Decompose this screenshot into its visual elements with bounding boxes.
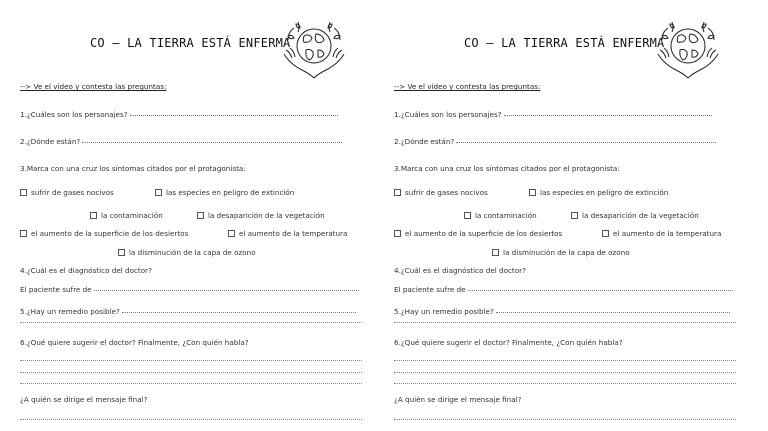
option-contaminacion[interactable]: la contaminación <box>90 211 163 220</box>
answer-line[interactable] <box>20 322 362 323</box>
option-gases[interactable]: sufrir de gases nocivos <box>394 188 488 197</box>
question-5 <box>20 307 356 316</box>
answer-line[interactable] <box>20 383 362 384</box>
question-3-label: 3.Marca con una cruz los síntomas citados por el protagonista: <box>394 164 620 173</box>
option-ozono[interactable]: la disminución de la capa de ozono <box>492 248 630 257</box>
page-title: CO – LA TIERRA ESTÁ ENFERMA <box>464 36 665 50</box>
earth-in-hands-icon <box>276 14 352 86</box>
question-1-label: 1.¿Cuáles son los personajes? <box>20 110 128 119</box>
option-contaminacion[interactable]: la contaminación <box>464 211 537 220</box>
checkbox[interactable] <box>20 189 27 196</box>
checkbox[interactable] <box>394 189 401 196</box>
option-temperatura[interactable]: el aumento de la temperatura <box>602 229 721 238</box>
answer-line[interactable] <box>394 372 736 373</box>
question-1 <box>394 110 712 119</box>
question-2-label: 2.¿Dónde están? <box>394 137 455 146</box>
checkbox[interactable] <box>529 189 536 196</box>
answer-line[interactable] <box>82 141 342 143</box>
option-vegetacion[interactable]: la desaparición de la vegetación <box>197 211 325 220</box>
option-especies[interactable]: las especies en peligro de extinción <box>529 188 668 197</box>
checkbox[interactable] <box>464 212 471 219</box>
question-3 <box>20 164 246 173</box>
question-7 <box>20 395 147 404</box>
checkbox[interactable] <box>155 189 162 196</box>
question-7-label: ¿A quién se dirige el mensaje final? <box>394 395 522 404</box>
checkbox[interactable] <box>90 212 97 219</box>
worksheet-right <box>374 0 758 431</box>
checkbox[interactable] <box>118 249 125 256</box>
answer-line[interactable] <box>496 311 730 313</box>
question-2 <box>20 137 342 146</box>
question-4 <box>20 266 152 275</box>
checkbox[interactable] <box>228 230 235 237</box>
answer-line[interactable] <box>394 419 736 420</box>
answer-line[interactable] <box>20 372 362 373</box>
answer-line[interactable] <box>122 311 356 313</box>
answer-line[interactable] <box>394 360 736 361</box>
option-ozono[interactable]: la disminución de la capa de ozono <box>118 248 256 257</box>
option-vegetacion[interactable]: la desaparición de la vegetación <box>571 211 699 220</box>
question-5-label: 5.¿Hay un remedio posible? <box>394 307 494 316</box>
question-5 <box>394 307 730 316</box>
instruction-text: --> Ve el vídeo y contesta las preguntas: <box>394 82 541 91</box>
answer-line[interactable] <box>20 360 362 361</box>
answer-line[interactable] <box>394 383 736 384</box>
question-4-answer: El paciente sufre de <box>20 285 359 294</box>
option-gases[interactable]: sufrir de gases nocivos <box>20 188 114 197</box>
question-6-label: 6.¿Qué quiere sugerir el doctor? Finalmente, ¿Con quién habla? <box>394 338 623 347</box>
question-7 <box>394 395 521 404</box>
question-4-answer: El paciente sufre de <box>394 285 733 294</box>
option-especies[interactable]: las especies en peligro de extinción <box>155 188 294 197</box>
earth-in-hands-icon <box>650 14 726 86</box>
answer-line[interactable] <box>456 141 716 143</box>
question-4-label: 4.¿Cuál es el diagnóstico del doctor? <box>20 266 152 275</box>
question-7-label: ¿A quién se dirige el mensaje final? <box>20 395 148 404</box>
question-4-label: 4.¿Cuál es el diagnóstico del doctor? <box>394 266 526 275</box>
answer-line[interactable] <box>504 114 712 116</box>
option-desiertos[interactable]: el aumento de la superficie de los desiertos <box>20 229 188 238</box>
question-4 <box>394 266 526 275</box>
checkbox[interactable] <box>492 249 499 256</box>
question-6 <box>394 338 623 347</box>
checkbox[interactable] <box>571 212 578 219</box>
page-title: CO – LA TIERRA ESTÁ ENFERMA <box>90 36 291 50</box>
answer-line[interactable] <box>94 289 359 291</box>
question-3 <box>394 164 620 173</box>
question-2-label: 2.¿Dónde están? <box>20 137 81 146</box>
answer-line[interactable] <box>468 289 733 291</box>
answer-line[interactable] <box>394 322 736 323</box>
checkbox[interactable] <box>394 230 401 237</box>
instruction-text: --> Ve el vídeo y contesta las preguntas: <box>20 82 167 91</box>
answer-line[interactable] <box>20 419 362 420</box>
question-1-label: 1.¿Cuáles son los personajes? <box>394 110 502 119</box>
checkbox[interactable] <box>20 230 27 237</box>
question-3-label: 3.Marca con una cruz los síntomas citados por el protagonista: <box>20 164 246 173</box>
checkbox[interactable] <box>602 230 609 237</box>
option-temperatura[interactable]: el aumento de la temperatura <box>228 229 347 238</box>
checkbox[interactable] <box>197 212 204 219</box>
question-6 <box>20 338 249 347</box>
option-desiertos[interactable]: el aumento de la superficie de los desiertos <box>394 229 562 238</box>
answer-line[interactable] <box>130 114 338 116</box>
question-6-label: 6.¿Qué quiere sugerir el doctor? Finalmente, ¿Con quién habla? <box>20 338 249 347</box>
question-5-label: 5.¿Hay un remedio posible? <box>20 307 120 316</box>
question-2 <box>394 137 716 146</box>
question-1 <box>20 110 338 119</box>
